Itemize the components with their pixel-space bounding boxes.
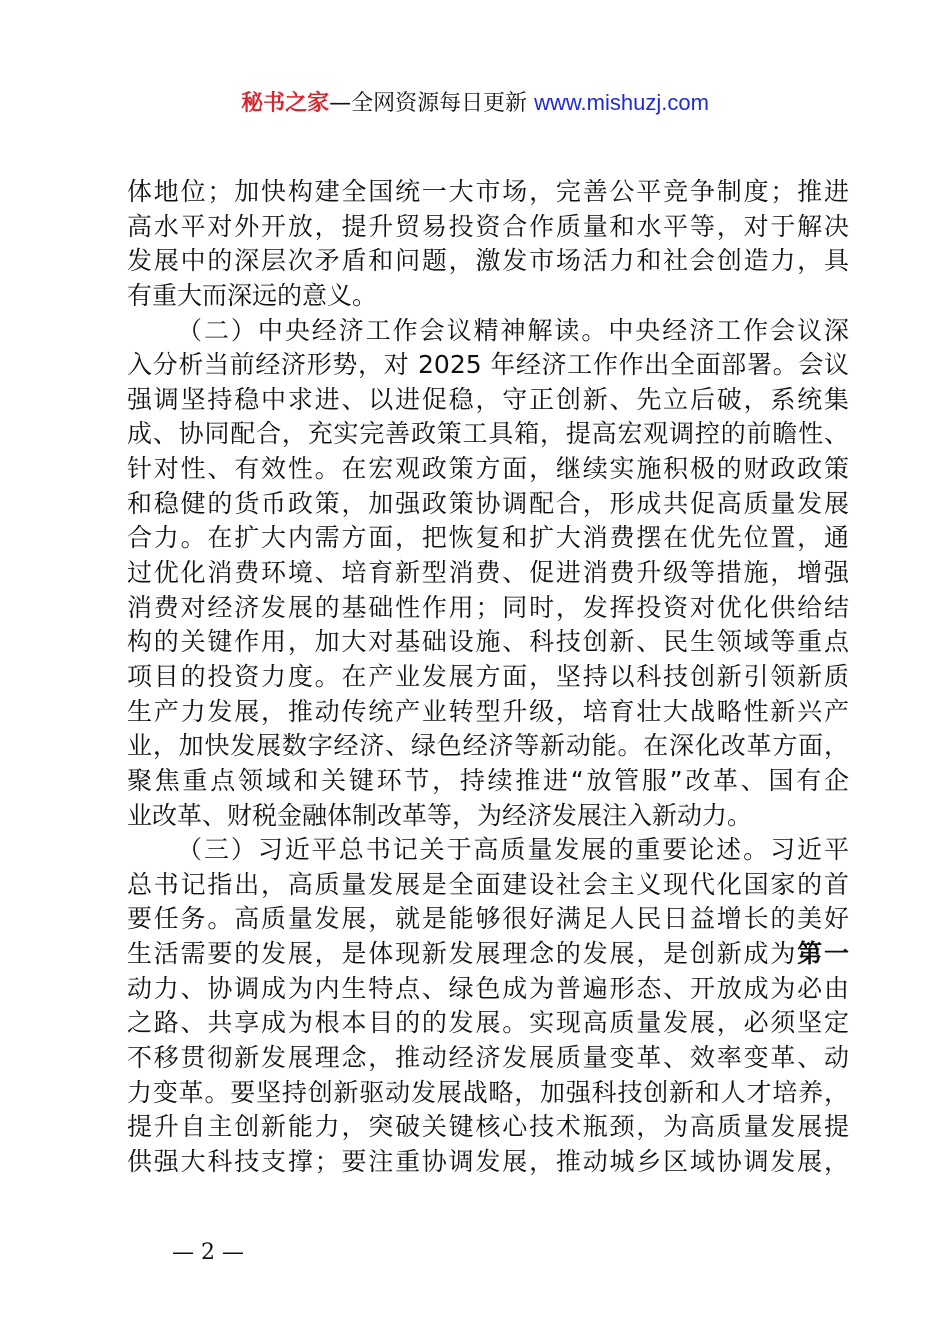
- body-text: 之路、共享成为根本目的的发展。实现高质量发展，必须坚定: [127, 1008, 849, 1038]
- body-text: 生产力发展，推动传统产业转型升级，培育壮大战略性新兴产: [127, 696, 849, 726]
- body-text: 构的关键作用，加大对基础设施、科技创新、民生领域等重点: [127, 627, 849, 657]
- body-text-line: [127, 1110, 849, 1145]
- body-text-line: [127, 868, 849, 903]
- body-text-line: [127, 1145, 849, 1180]
- body-text-line: [127, 799, 849, 834]
- body-text-line: [127, 625, 849, 660]
- body-text-line: [127, 902, 849, 937]
- body-text-line: [127, 972, 849, 1007]
- body-text-line: [127, 937, 849, 972]
- body-text-line: [127, 210, 849, 245]
- body-text: 力变革。要坚持创新驱动发展战略，加强科技创新和人才培养，: [127, 1077, 849, 1107]
- body-text-line: [127, 383, 849, 418]
- body-text: 入分析当前经济形势，对 2025 年经济工作作出全面部署。会议: [127, 350, 849, 380]
- body-text-line: [127, 591, 849, 626]
- body-text: 业改革、财税金融体制改革等，为经济发展注入新动力。: [127, 800, 753, 830]
- body-text: 针对性、有效性。在宏观政策方面，继续实施积极的财政政策: [127, 454, 849, 484]
- body-text: 总书记指出，高质量发展是全面建设社会主义现代化国家的首: [127, 869, 849, 899]
- body-text-bold: 第一: [797, 939, 849, 969]
- site-header: [0, 88, 950, 119]
- site-url[interactable]: www.mishuzj.com: [534, 90, 709, 115]
- site-tagline: —全网资源每日更新: [329, 91, 535, 116]
- body-text: 要任务。高质量发展，就是能够很好满足人民日益增长的美好: [127, 904, 849, 934]
- body-text-line: [127, 1076, 849, 1111]
- body-text-line: [127, 1041, 849, 1076]
- body-text: 和稳健的货币政策，加强政策协调配合，形成共促高质量发展: [127, 488, 849, 518]
- body-text: 不移贯彻新发展理念，推动经济发展质量变革、效率变革、动: [127, 1043, 849, 1073]
- document-body: [127, 175, 849, 1180]
- body-text: 项目的投资力度。在产业发展方面，坚持以科技创新引领新质: [127, 661, 849, 691]
- body-text-line: [127, 1006, 849, 1041]
- body-text: 高水平对外开放，提升贸易投资合作质量和水平等，对于解决: [127, 211, 849, 241]
- body-text-line: [127, 175, 849, 210]
- body-text: 体地位；加快构建全国统一大市场，完善公平竞争制度；推进: [127, 177, 849, 206]
- body-text-line: [127, 521, 849, 556]
- body-text: 发展中的深层次矛盾和问题，激发市场活力和社会创造力，具: [127, 246, 849, 276]
- body-text: 供强大科技支撑；要注重协调发展，推动城乡区域协调发展，: [127, 1146, 849, 1176]
- body-text: 聚焦重点领域和关键环节，持续推进“放管服”改革、国有企: [127, 765, 849, 795]
- body-text: （三）习近平总书记关于高质量发展的重要论述。习近平: [177, 835, 849, 865]
- body-text-line: [127, 348, 849, 383]
- page-number: — 2 —: [172, 1240, 244, 1265]
- body-text: （二）中央经济工作会议精神解读。中央经济工作会议深: [177, 315, 849, 345]
- body-text: 过优化消费环境、培育新型消费、促进消费升级等措施，增强: [127, 558, 849, 588]
- body-text: 合力。在扩大内需方面，把恢复和扩大消费摆在优先位置，通: [127, 523, 849, 553]
- body-text-line: [127, 417, 849, 452]
- body-text: 业，加快发展数字经济、绿色经济等新动能。在深化改革方面，: [127, 731, 849, 761]
- body-text: 生活需要的发展，是体现新发展理念的发展，是创新成为: [127, 939, 798, 969]
- body-text-line: [127, 452, 849, 487]
- body-text-line: [127, 833, 849, 868]
- body-text-line: [127, 314, 849, 349]
- body-text-line: [127, 244, 849, 279]
- body-text-line: [127, 279, 849, 314]
- body-text: 消费对经济发展的基础性作用；同时，发挥投资对优化供给结: [127, 592, 849, 622]
- body-text: 动力、协调成为内生特点、绿色成为普遍形态、开放成为必由: [127, 973, 849, 1003]
- body-text-line: [127, 764, 849, 799]
- body-text: 有重大而深远的意义。: [127, 280, 378, 310]
- body-text: 强调坚持稳中求进、以进促稳，守正创新、先立后破，系统集: [127, 384, 849, 414]
- body-text-line: [127, 695, 849, 730]
- body-text-line: [127, 487, 849, 522]
- body-text: 提升自主创新能力，突破关键核心技术瓶颈，为高质量发展提: [127, 1112, 849, 1142]
- body-text-line: [127, 556, 849, 591]
- body-text-line: [127, 729, 849, 764]
- body-text: 成、协同配合，充实完善政策工具箱，提高宏观调控的前瞻性、: [127, 419, 849, 449]
- body-text-line: [127, 660, 849, 695]
- site-brand: 秘书之家: [241, 91, 330, 116]
